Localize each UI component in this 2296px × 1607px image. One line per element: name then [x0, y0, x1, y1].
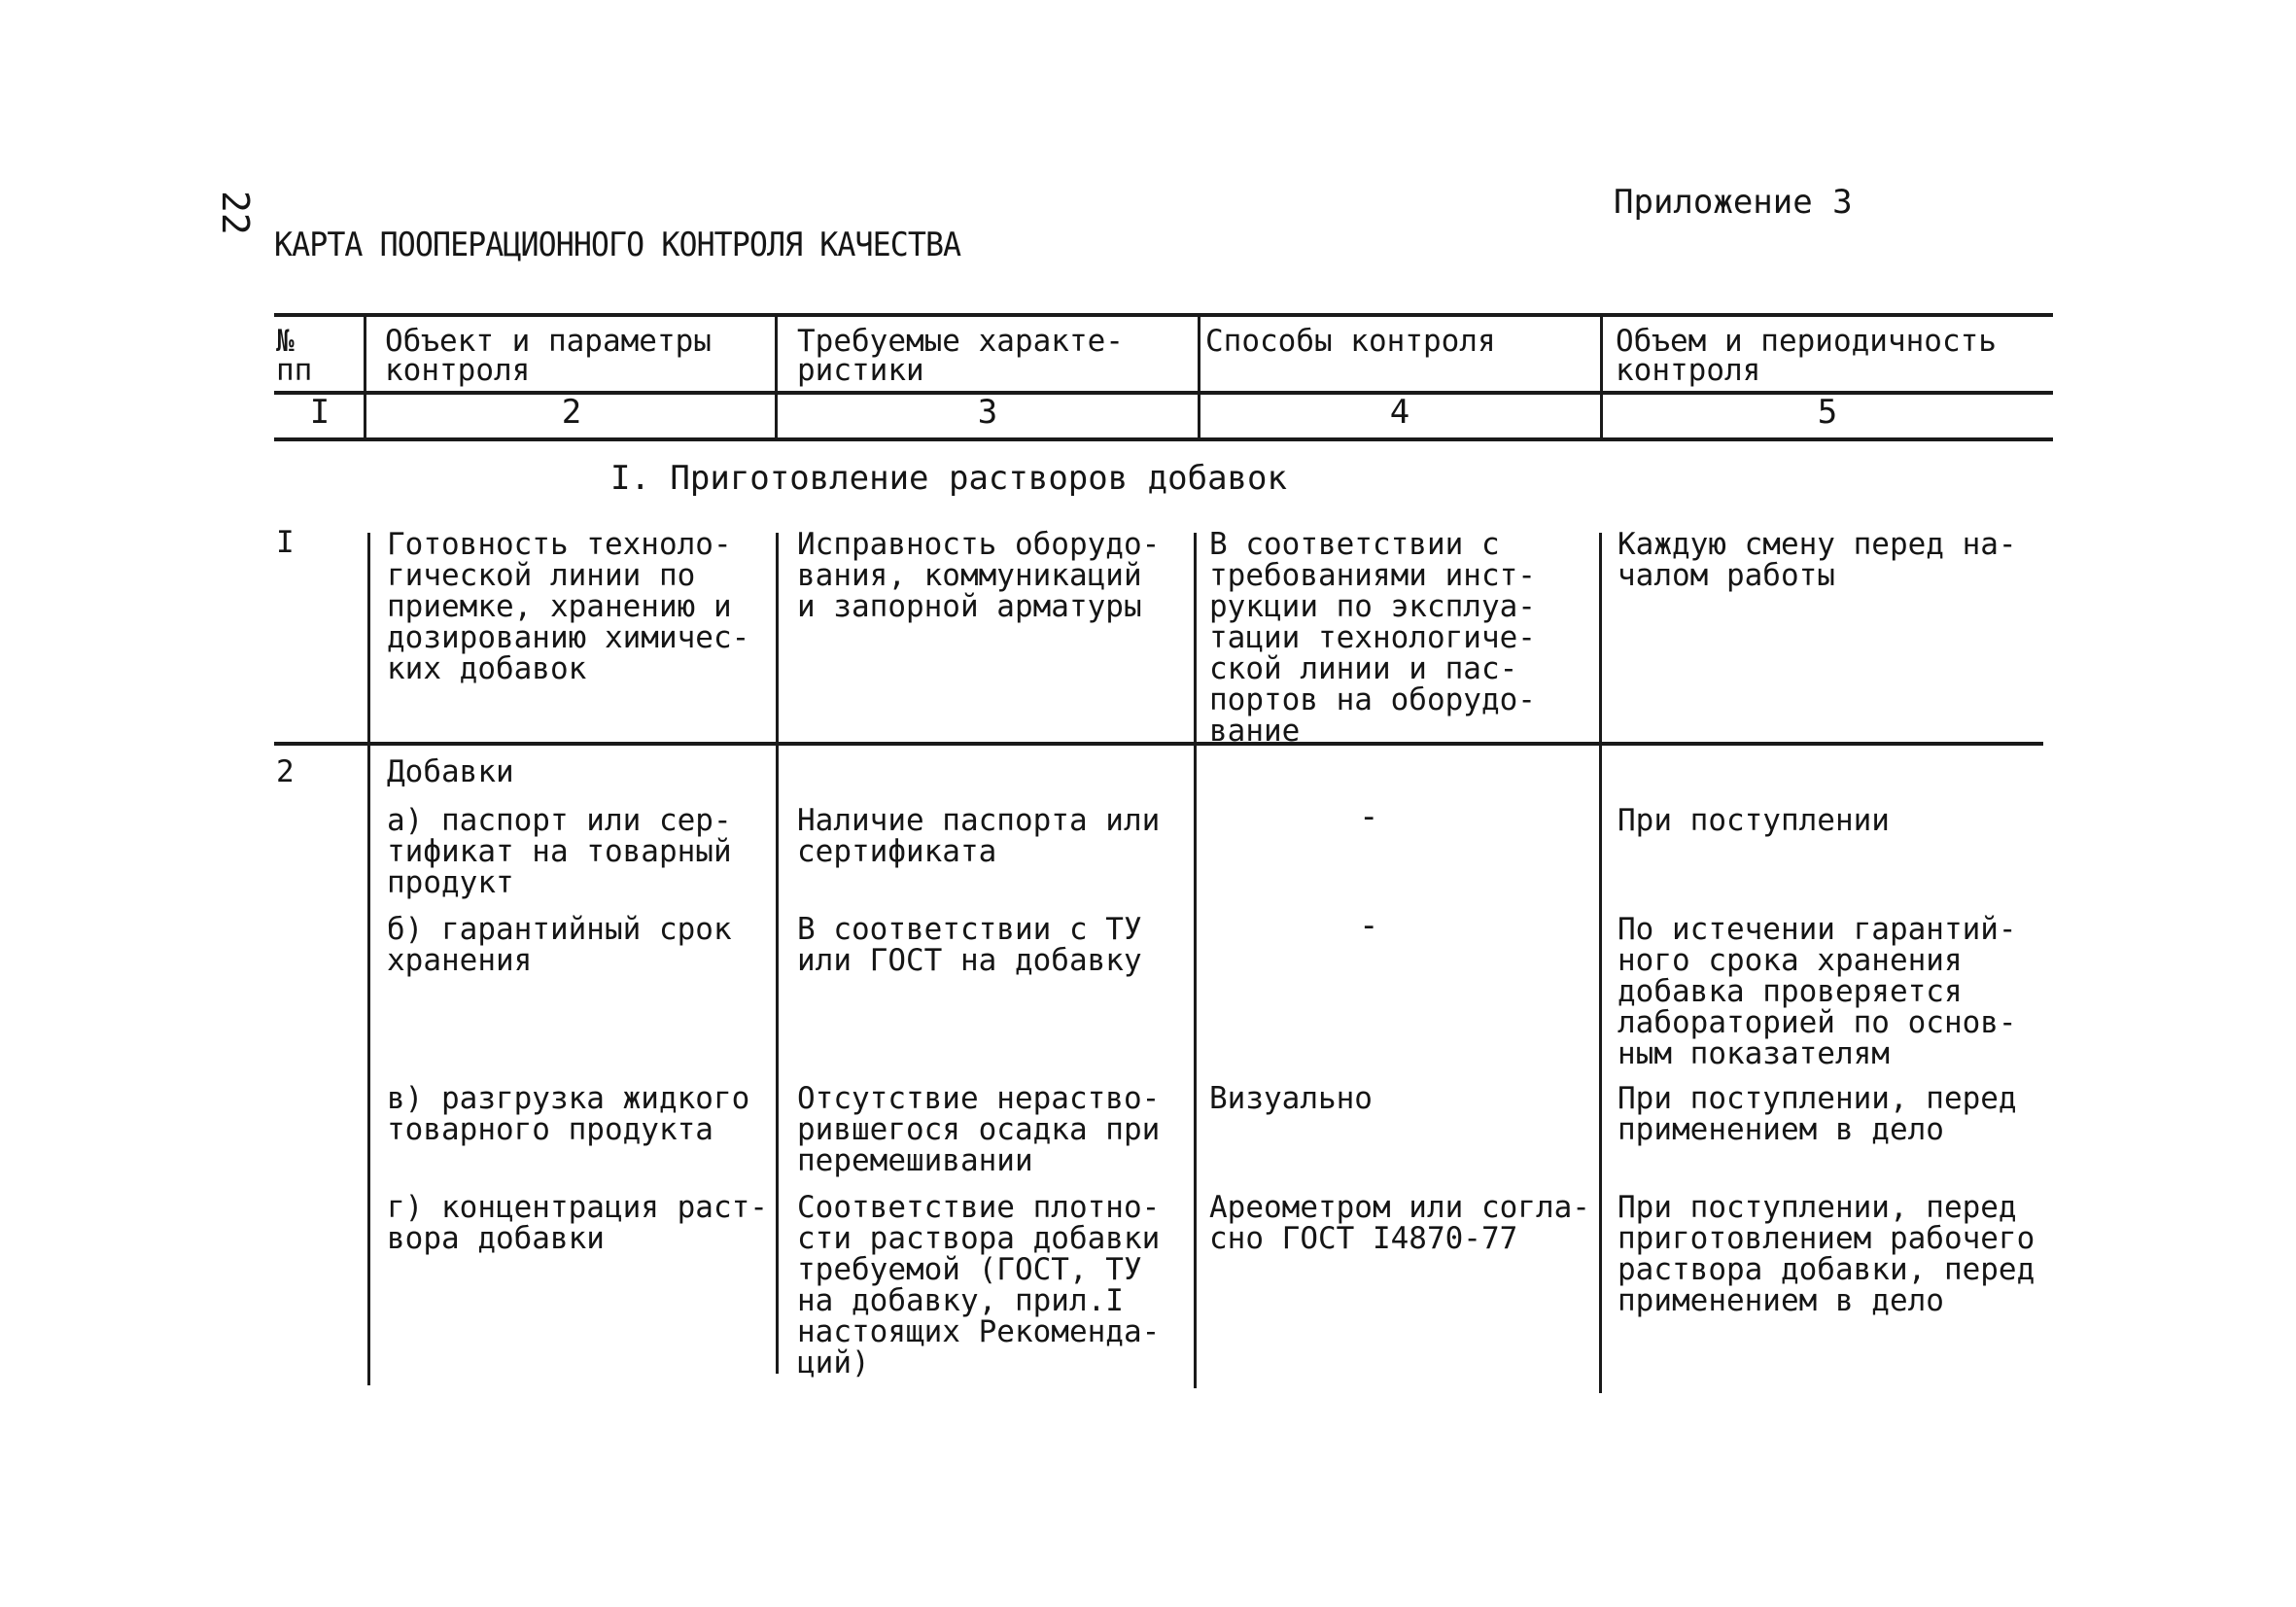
row1-bottom-rule: [274, 742, 2043, 746]
col-divider-3-body: [1194, 533, 1197, 1388]
row1-frequency: Каждую смену перед на- чалом работы: [1618, 527, 2017, 593]
row2a-frequency: При поступлении: [1618, 803, 1890, 838]
header-bottom-rule: [274, 391, 2053, 395]
row2b-method: -: [1359, 906, 1379, 945]
row2-number: 2: [276, 754, 295, 789]
row2g-method: Ареометром или согла- сно ГОСТ I4870-77: [1209, 1190, 1590, 1256]
row1-object: Готовность техноло- гической линии по приемке, хранению и дозированию химичес- ких добавок: [387, 527, 750, 686]
row2v-method: Визуально: [1209, 1081, 1373, 1116]
row1-method: В соответствии с требованиями инст- рукции по эксплуа- тации технологиче- ской линии и пас- портов на оборудо- вание: [1209, 527, 1536, 749]
header-frequency: Объем и периодичность контроля: [1616, 324, 1997, 388]
column-number-3: 3: [977, 393, 998, 432]
row2b-requirement: В соответствии с ТУ или ГОСТ на добавку: [797, 912, 1142, 978]
row2a-object: а) паспорт или сер- тификат на товарный продукт: [387, 803, 732, 900]
row2g-requirement: Соответствие плотно- сти раствора добавки требуемой (ГОСТ, ТУ на добавку, прил.I настоящих Рекоменда- ций): [797, 1190, 1161, 1380]
col-divider-4-body: [1599, 533, 1602, 1393]
table-top-rule: [274, 313, 2053, 317]
header-requirements: Требуемые характе- ристики: [797, 324, 1124, 388]
row2v-frequency: При поступлении, перед применением в дело: [1618, 1081, 2017, 1147]
appendix-label: Приложение 3: [1614, 183, 1853, 222]
column-number-1: I: [309, 393, 330, 432]
row2v-object: в) разгрузка жидкого товарного продукта: [387, 1081, 750, 1147]
row1-requirement: Исправность оборудо- вания, коммуникаций и запорной арматуры: [797, 527, 1161, 624]
header-number: № пп: [276, 324, 313, 388]
page-number: 22: [214, 191, 257, 235]
section-title: I. Приготовление растворов добавок: [610, 459, 1287, 498]
header-object: Объект и параметры контроля: [385, 324, 712, 388]
column-number-2: 2: [561, 393, 582, 432]
row2g-frequency: При поступлении, перед приготовлением рабочего раствора добавки, перед применением в дело: [1618, 1190, 2035, 1318]
col-divider-1-header: [364, 313, 366, 439]
row2b-frequency: По истечении гарантий- ного срока хранения добавка проверяется лабораторией по основ- ным показателям: [1618, 912, 2017, 1071]
col-divider-1-body: [367, 533, 370, 1385]
row2a-requirement: Наличие паспорта или сертификата: [797, 803, 1161, 869]
row2a-method: -: [1359, 797, 1379, 836]
row2v-requirement: Отсутствие нераство- рившегося осадка при перемешивании: [797, 1081, 1161, 1178]
numbers-bottom-rule: [274, 437, 2053, 441]
column-number-4: 4: [1389, 393, 1410, 432]
row2g-object: г) концентрация раст- вора добавки: [387, 1190, 768, 1256]
col-divider-2-body: [776, 533, 779, 1374]
header-methods: Способы контроля: [1205, 324, 1496, 359]
column-number-5: 5: [1817, 393, 1838, 432]
row1-number: I: [276, 525, 295, 560]
row2-object: Добавки: [387, 754, 514, 789]
page-title: КАРТА ПООПЕРАЦИОННОГО КОНТРОЛЯ КАЧЕСТВА: [274, 226, 961, 264]
row2b-object: б) гарантийный срок хранения: [387, 912, 732, 978]
